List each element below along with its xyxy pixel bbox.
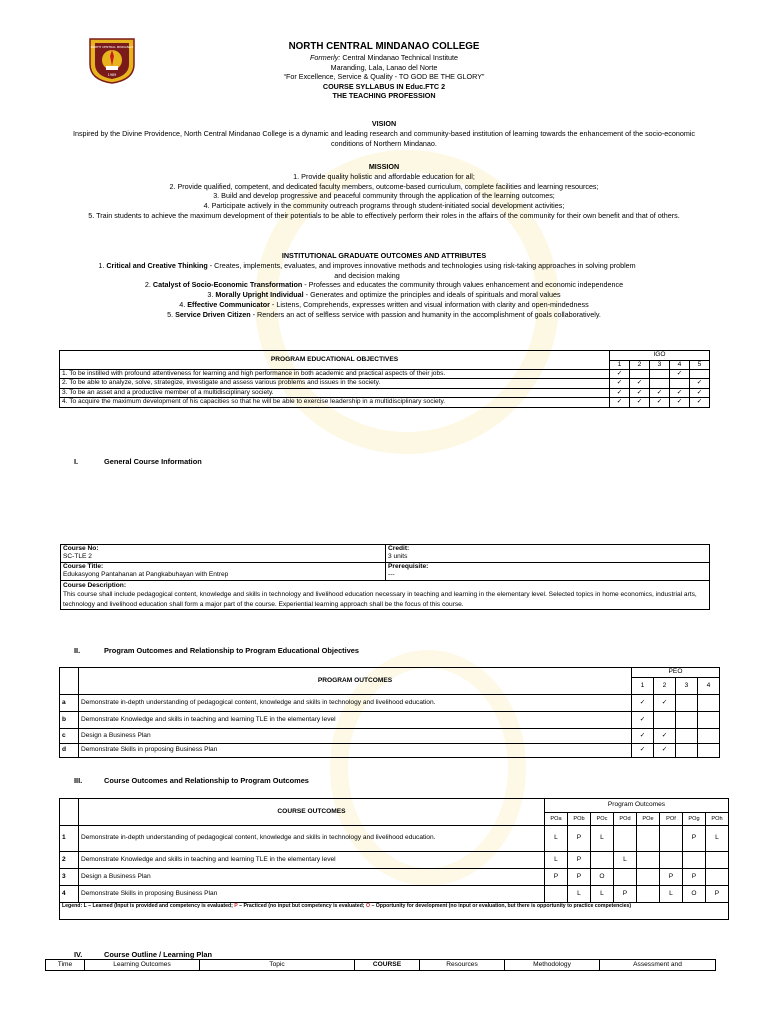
table-row: a Demonstrate in-depth understanding of pedagogical content, knowledge and skills in technology and livelihood education. ✓ ✓ [60, 695, 720, 712]
course-no-cell: Course No: SC-TLE 2 [61, 545, 386, 563]
outline-header-row: Time Learning Outcomes Topic COURSE Resources Methodology Assessment and [46, 960, 716, 971]
mission-item: 5. Train students to achieve the maximum development of their potentials to be able to effectively perform their roles in the affairs of the community for their own benefit and that of others. [88, 210, 680, 220]
table-row: b Demonstrate Knowledge and skills in teaching and learning TLE in the elementary level ✓ [60, 712, 720, 729]
table-row: 4. To acquire the maximum development of his capacities so that he will be able to exercise leadership in a multidisciplinary society. ✓ ✓ ✓ ✓ ✓ [60, 398, 710, 407]
mission-item: 2. Provide qualified, competent, and dedicated faculty members, outcome-based curriculum, complete facilities and learning resources; [169, 181, 599, 191]
vision-section [0, 119, 768, 148]
igo-item: 5. Service Driven Citizen - Renders an act of selfless service with passion and humanity in the accomplishment of goals collaboratively. [167, 309, 601, 319]
peo-column-header-row: 1 2 3 4 [60, 678, 720, 695]
igo-item: 3. Morally Upright Individual - Generates and optimize the principles and ideals of spirituals and moral values [207, 290, 561, 300]
table-row: d Demonstrate Skills in proposing Business Plan ✓ ✓ [60, 744, 720, 758]
section-2-number: II. [74, 646, 81, 655]
course-outline-table [45, 959, 716, 971]
igo-item: 1. Critical and Creative Thinking - Creates, implements, evaluates, and improves innovative methods and technologies using risk-taking approaches in solving problem and decision making [98, 260, 636, 280]
mission-item: 1. Provide quality holistic and affordable education for all; [293, 171, 475, 181]
peo-label: PEO [632, 668, 720, 678]
mission-item: 3. Build and develop progressive and peaceful community through the application of the learning outcomes; [213, 191, 555, 201]
table-row: 3. To be an asset and a productive member of a multidisciplinary society. ✓ ✓ ✓ ✓ ✓ [60, 388, 710, 397]
igo-section [0, 251, 768, 320]
course-info-table [60, 544, 710, 610]
mission-section [0, 162, 768, 221]
table-row: 1. To be instilled with profound attentiveness for learning and high performance in both academic and practical aspects of their jobs. ✓ ✓ [60, 370, 710, 379]
igo-heading: INSTITUTIONAL GRADUATE OUTCOMES AND ATTRIBUTES [281, 251, 487, 260]
svg-text:NORTH CENTRAL MINDANAO: NORTH CENTRAL MINDANAO [90, 45, 134, 49]
table-row: 2 Demonstrate Knowledge and skills in teaching and learning TLE in the elementary level L P L [60, 852, 729, 869]
document-header [0, 41, 768, 101]
peo-heading: PROGRAM EDUCATIONAL OBJECTIVES [60, 351, 610, 370]
igo-item: 4. Effective Communicator - Listens, Comprehends, expresses written and visual information with clarity and open-mindedness [179, 299, 589, 309]
legend-row [60, 903, 729, 920]
address: Maranding, Lala, Lanao del Norte [330, 62, 438, 72]
prerequisite-cell: Prerequisite: --- [386, 562, 710, 580]
igo-item: 2. Catalyst of Socio-Economic Transformation - Professes and educates the community through values enhancement and economic independence [144, 280, 624, 290]
table-row: 1 Demonstrate in-depth understanding of pedagogical content, knowledge and skills in technology and livelihood education. L P L P L [60, 826, 729, 852]
section-1-title: General Course Information [104, 457, 202, 466]
program-outcomes-table [59, 667, 720, 758]
vision-heading: VISION [371, 119, 397, 128]
program-outcomes-label: Program Outcomes [545, 799, 729, 813]
igo-label: IGO [610, 351, 710, 361]
table-row: 2. To be able to analyze, solve, strategize, investigate and assess various problems and issues in the society. ✓ ✓ ✓ [60, 379, 710, 388]
section-3-title: Course Outcomes and Relationship to Program Outcomes [104, 776, 309, 785]
table-row: 3 Design a Business Plan P P O P P [60, 869, 729, 886]
course-title-cell: Course Title: Edukasyong Pantahanan at Pangkabuhayan with Entrep [61, 562, 386, 580]
course-description-cell: Course Description: This course shall include pedagogical content, knowledge and skills in technology and livelihood education necessary in teaching and learning in the elementary level. Selected topics in home economics, industrial arts, technology and livelihood education shall form a major part of the course. Experiential learning approach shall be the focus of this course. [61, 580, 710, 610]
legend: Legend: L – Learned (Input is provided and competency is evaluated; P – Practiced (no input but competency is evaluated; O – Opportunity for development (no input or evaluation, but there is opportunity to practice competencies) [60, 903, 729, 920]
course-subtitle: THE TEACHING PROFESSION [332, 91, 436, 101]
mission-heading: MISSION [368, 162, 400, 171]
peo-table [59, 350, 710, 408]
co-heading: COURSE OUTCOMES [79, 799, 545, 826]
section-2-title: Program Outcomes and Relationship to Program Educational Objectives [104, 646, 360, 655]
section-3-number: III. [74, 776, 83, 785]
credit-cell: Credit: 3 units [386, 545, 710, 563]
section-4-title: Course Outline / Learning Plan [104, 950, 213, 959]
vision-text: Inspired by the Divine Providence, North Central Mindanao College is a dynamic and leading research and community-based institution of learning towards the enhancement of the socio-economic conditions of Northern Mindanao. [72, 128, 696, 148]
igo-column-header-row: 1 2 3 4 5 [60, 360, 710, 370]
section-4-number: IV. [74, 950, 83, 959]
course-outcomes-table [59, 798, 729, 920]
mission-item: 4. Participate actively in the community outreach programs through student-initiated social development activities; [203, 201, 565, 211]
motto: “For Excellence, Service & Quality - TO GOD BE THE GLORY” [283, 72, 485, 82]
syllabus-title: COURSE SYLLABUS IN Educ.FTC 2 [322, 81, 446, 91]
svg-text:1989: 1989 [107, 73, 117, 77]
college-name: NORTH CENTRAL MINDANAO COLLEGE [288, 41, 480, 52]
table-row: c Design a Business Plan ✓ ✓ [60, 729, 720, 744]
table-row: 4 Demonstrate Skills in proposing Business Plan L L P L O P [60, 886, 729, 903]
po-column-header-row: POa POb POc POd POe POf POg POh [60, 812, 729, 826]
po-heading: PROGRAM OUTCOMES [79, 668, 632, 695]
formerly-line: Formerly: Central Mindanao Technical Institute [309, 53, 459, 62]
section-1-number: I. [74, 457, 79, 466]
